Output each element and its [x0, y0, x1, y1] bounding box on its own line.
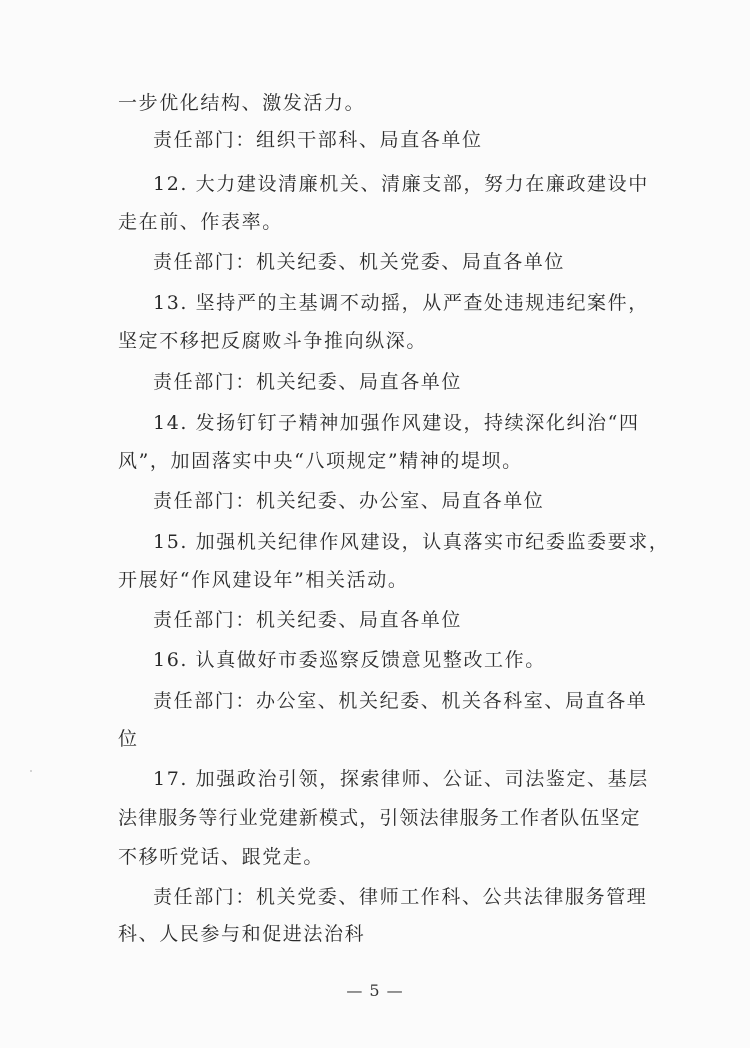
responsible-dept-line: 责任部门：机关纪委、局直各单位 [153, 609, 463, 631]
text-line: 风”，加固落实中央“八项规定”精神的堤坝。 [118, 450, 523, 472]
responsible-dept-line: 责任部门：机关纪委、局直各单位 [153, 371, 463, 393]
text-line: 坚定不移把反腐败斗争推向纵深。 [118, 330, 428, 352]
responsible-dept-line: 责任部门：机关纪委、机关党委、局直各单位 [153, 251, 566, 273]
responsible-dept-line: 责任部门：办公室、机关纪委、机关各科室、局直各单 [153, 690, 648, 712]
scan-speck [30, 770, 32, 772]
responsible-dept-line: 责任部门：机关纪委、办公室、局直各单位 [153, 490, 545, 512]
text-line: 走在前、作表率。 [118, 211, 283, 233]
item-12-line: 12. 大力建设清廉机关、清廉支部，努力在廉政建设中 [153, 173, 649, 195]
item-13-line: 13. 坚持严的主基调不动摇，从严查处违规违纪案件， [153, 292, 649, 314]
text-line: 不移听党话、跟党走。 [118, 846, 325, 868]
item-17-line: 17. 加强政治引领，探索律师、公证、司法鉴定、基层 [153, 768, 649, 790]
text-line: 一步优化结构、激发活力。 [118, 92, 366, 114]
responsible-dept-line: 责任部门：组织干部科、局直各单位 [153, 129, 483, 151]
item-15-line: 15. 加强机关纪律作风建设，认真落实市纪委监委要求， [153, 531, 670, 553]
responsible-dept-line: 责任部门：机关党委、律师工作科、公共法律服务管理 [153, 886, 648, 908]
text-line: 科、人民参与和促进法治科 [118, 923, 366, 945]
item-14-line: 14. 发扬钉钉子精神加强作风建设，持续深化纠治“四 [153, 412, 640, 434]
item-16-line: 16. 认真做好市委巡察反馈意见整改工作。 [153, 649, 546, 671]
page-number: — 5 — [346, 981, 404, 1000]
text-line: 位 [118, 728, 139, 750]
text-line: 开展好“作风建设年”相关活动。 [118, 569, 409, 591]
text-line: 法律服务等行业党建新模式，引领法律服务工作者队伍坚定 [118, 807, 641, 829]
